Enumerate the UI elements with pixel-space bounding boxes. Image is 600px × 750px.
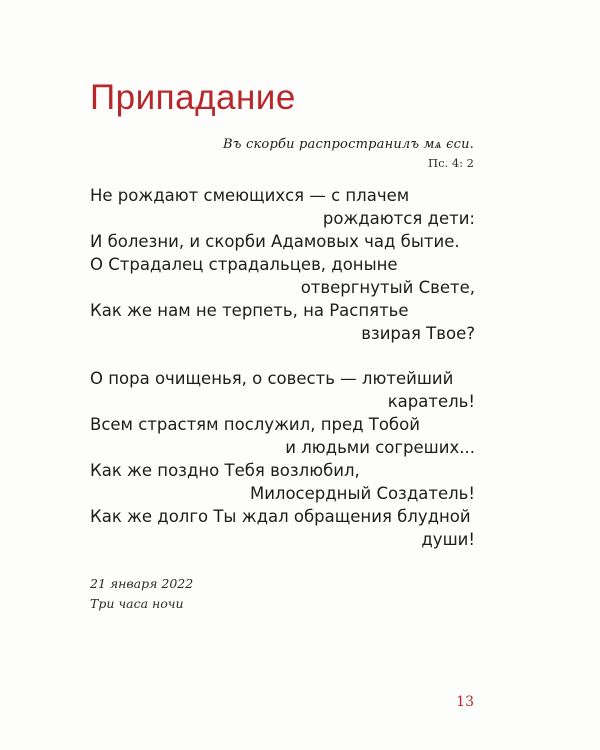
- stanza-2: [90, 367, 475, 551]
- poem-date: 21 января 2022: [90, 576, 194, 591]
- verse-line: О Страдалец страдальцев, доныне: [90, 255, 398, 274]
- poem-time: Три часа ночи: [90, 596, 184, 611]
- verse-line: рождаются дети:: [322, 209, 475, 228]
- stanza-1: [90, 184, 475, 345]
- verse-line: души!: [421, 530, 475, 549]
- poem-title: Припадание: [90, 78, 296, 117]
- verse-line: Как же долго Ты ждал обращения блудной: [90, 507, 471, 526]
- verse-line: О пора очищенья, о совесть — лютейший: [90, 369, 454, 388]
- epigraph-text: Въ скорби распространилъ мѧ єси.: [223, 137, 474, 152]
- verse-line: взирая Твое?: [361, 324, 475, 343]
- verse-line: Не рождают смеющихся — с плачем: [90, 186, 410, 205]
- epigraph: [223, 136, 474, 171]
- verse-line: отвергнутый Свете,: [300, 278, 475, 297]
- verse-line: каратель!: [387, 392, 475, 411]
- verse-line: И болезни, и скорби Адамовых чад бытие.: [90, 232, 460, 251]
- verse-line: Как же поздно Тебя возлюбил,: [90, 461, 360, 480]
- page-number: 13: [456, 694, 474, 710]
- verse-line: Как же нам не терпеть, на Распятье: [90, 301, 409, 320]
- verse-line: Милосердный Создатель!: [249, 484, 475, 503]
- verse-line: Всем страстям послужил, пред Тобой: [90, 415, 420, 434]
- verse-line: и людьми согреших...: [285, 438, 475, 457]
- date-block: [90, 574, 193, 614]
- epigraph-reference: Пс. 4: 2: [428, 156, 474, 170]
